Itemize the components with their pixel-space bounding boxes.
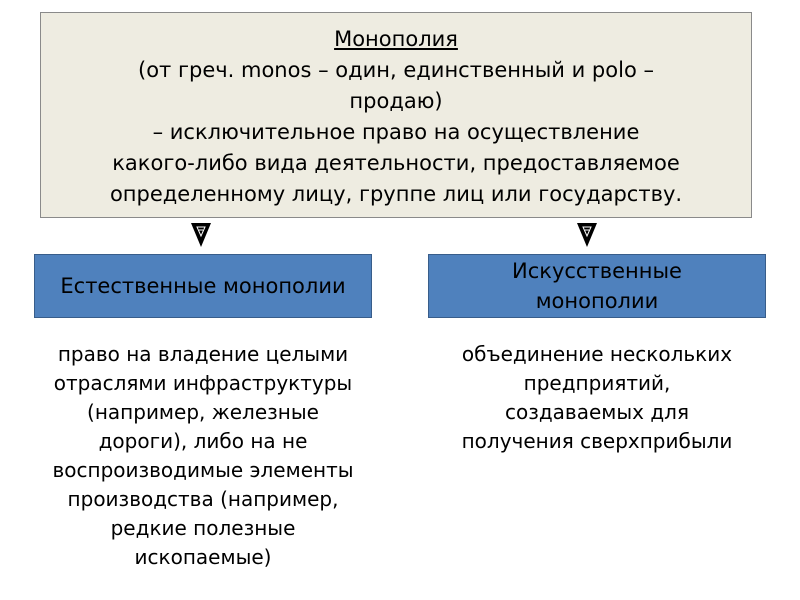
description-line: предприятий, (523, 371, 671, 395)
artificial-monopolies-box (428, 254, 766, 318)
arrow-down-icon (576, 221, 598, 248)
definition-box (40, 12, 752, 218)
description-line: право на владение целыми (57, 342, 349, 366)
definition-title: Монополия (334, 27, 458, 51)
description-line: воспроизводимые элементы (52, 458, 354, 482)
description-line: объединение нескольких (461, 342, 733, 366)
description-line: (например, железные (87, 400, 319, 424)
description-line: получения сверхприбыли (461, 429, 733, 453)
artificial-monopolies-label: Искусственные (512, 259, 682, 283)
definition-line: какого-либо вида деятельности, предоставляемое (112, 151, 680, 175)
description-line: дороги), либо на не (98, 429, 308, 453)
natural-monopolies-box (34, 254, 372, 318)
definition-line: (от греч. monos – один, единственный и polo – (138, 58, 654, 82)
definition-line: продаю) (349, 89, 443, 113)
artificial-monopolies-label: монополии (535, 289, 659, 313)
description-line: ископаемые) (134, 545, 272, 569)
definition-line: определенному лицу, группе лиц или государству. (109, 182, 683, 206)
natural-monopolies-label: Естественные монополии (60, 274, 346, 298)
definition-line: – исключительное право на осуществление (152, 120, 640, 144)
description-line: отраслями инфраструктуры (53, 371, 353, 395)
natural-monopolies-description (34, 340, 372, 572)
definition-text (41, 24, 751, 210)
arrow-down-icon (190, 221, 212, 248)
artificial-monopolies-description (428, 340, 766, 456)
description-line: редкие полезные (110, 516, 296, 540)
description-line: создаваемых для (504, 400, 689, 424)
description-line: производства (например, (67, 487, 339, 511)
